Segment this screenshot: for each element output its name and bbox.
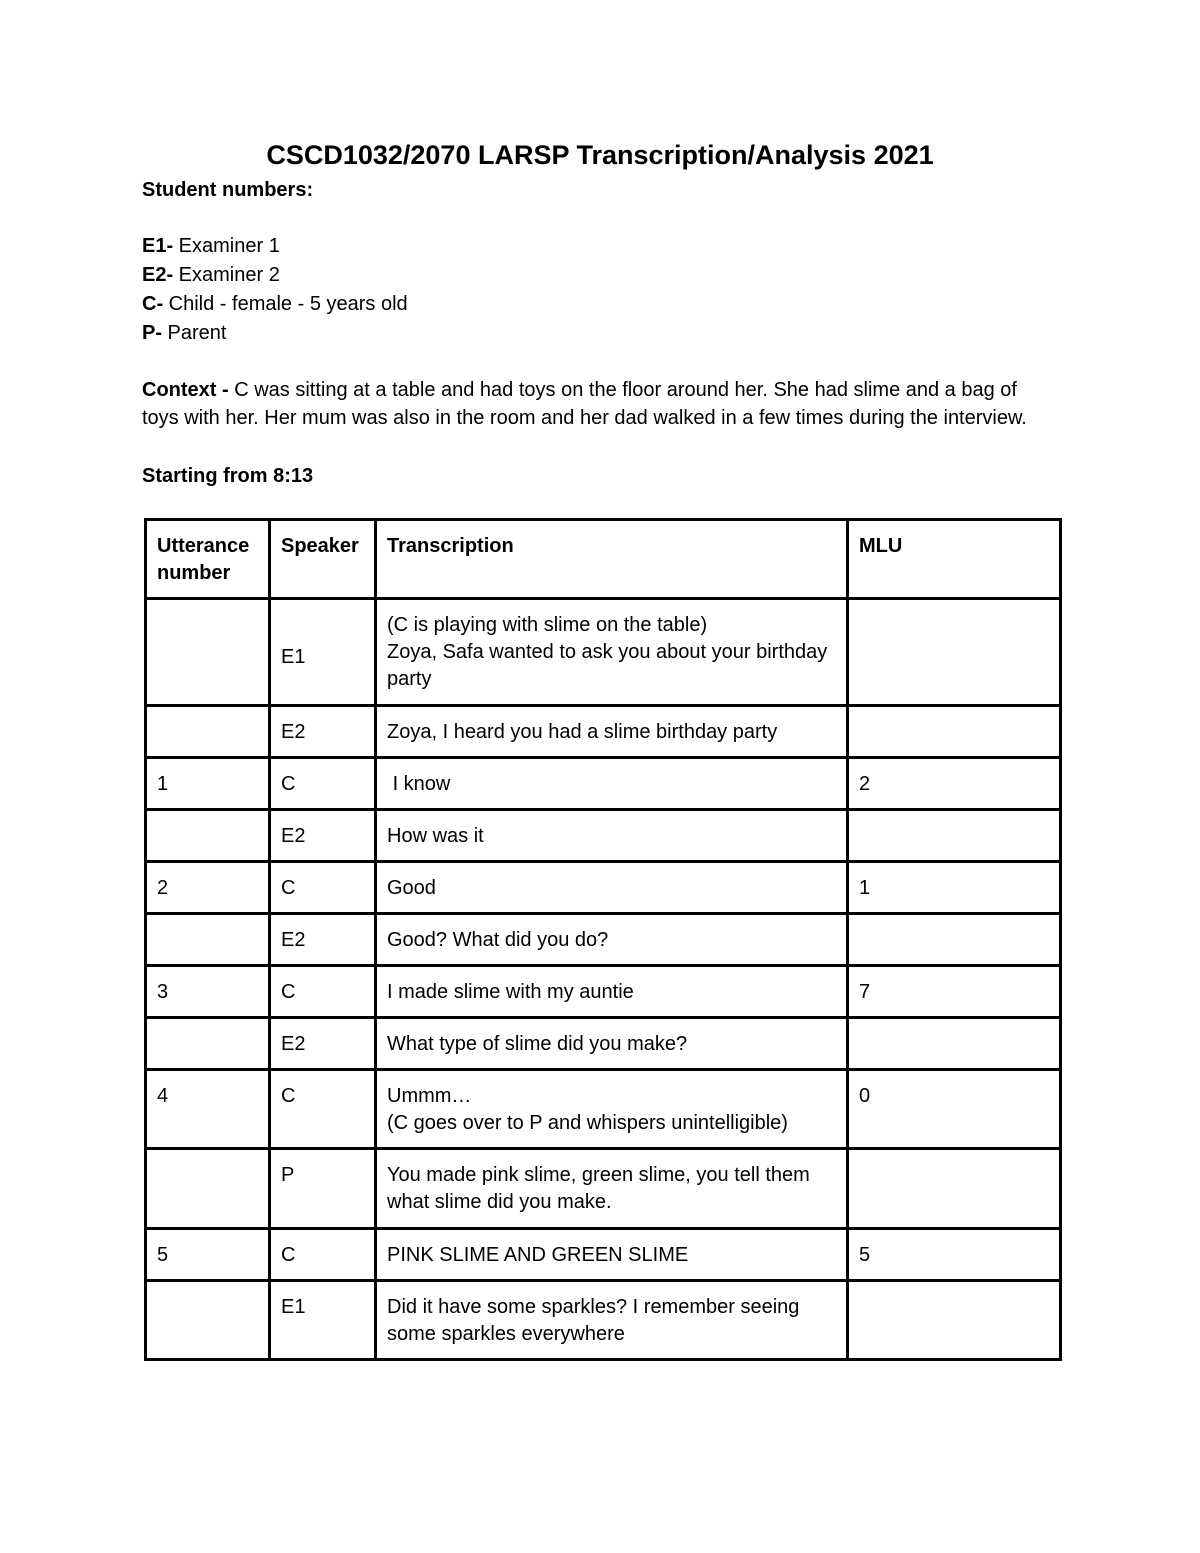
utterance-number-cell: 3 <box>146 966 270 1018</box>
mlu-cell <box>848 810 1061 862</box>
table-row <box>146 1229 1061 1281</box>
speaker-cell: E2 <box>270 914 376 966</box>
header-speaker: Speaker <box>270 520 376 599</box>
utterance-number-cell: 2 <box>146 862 270 914</box>
header-mlu: MLU <box>848 520 1061 599</box>
transcription-line: I know <box>387 773 451 795</box>
transcription-cell <box>376 1149 848 1229</box>
key-desc: Examiner 1 <box>173 235 280 257</box>
table-row <box>146 1070 1061 1149</box>
transcription-cell <box>376 1281 848 1360</box>
transcription-cell <box>376 758 848 810</box>
speaker-cell: E2 <box>270 1018 376 1070</box>
transcription-cell <box>376 862 848 914</box>
transcription-line: What type of slime did you make? <box>387 1033 688 1055</box>
mlu-cell <box>848 1018 1061 1070</box>
speaker-cell: C <box>270 966 376 1018</box>
table-body <box>146 599 1061 1360</box>
transcription-cell <box>376 1229 848 1281</box>
speaker-cell: P <box>270 1149 376 1229</box>
transcription-line: Zoya, I heard you had a slime birthday party <box>387 721 778 743</box>
speaker-cell: E1 <box>270 1281 376 1360</box>
transcription-line: Good? What did you do? <box>387 929 609 951</box>
mlu-cell <box>848 599 1061 706</box>
speaker-cell: E1 <box>270 599 376 706</box>
key-code: E2- <box>142 264 174 286</box>
speaker-cell: C <box>270 862 376 914</box>
starting-from: Starting from 8:13 <box>142 465 314 487</box>
speaker-cell: E2 <box>270 810 376 862</box>
key-desc: Parent <box>162 322 227 344</box>
utterance-number-cell: 1 <box>146 758 270 810</box>
utterance-number-cell <box>146 706 270 758</box>
transcription-cell <box>376 1018 848 1070</box>
key-item-e2 <box>142 261 280 289</box>
mlu-cell: 7 <box>848 966 1061 1018</box>
document-title: CSCD1032/2070 LARSP Transcription/Analysis 2021 <box>266 140 934 170</box>
transcription-cell <box>376 966 848 1018</box>
mlu-cell <box>848 1281 1061 1360</box>
transcription-line: Ummm… <box>387 1085 472 1107</box>
key-item-c <box>142 290 408 318</box>
transcription-cell <box>376 706 848 758</box>
table-row <box>146 966 1061 1018</box>
student-numbers-label: Student numbers: <box>142 179 314 201</box>
mlu-cell: 2 <box>848 758 1061 810</box>
table-row <box>146 810 1061 862</box>
table-row <box>146 862 1061 914</box>
transcription-line: (C goes over to P and whispers unintelligible) <box>387 1112 788 1134</box>
transcription-line: (C is playing with slime on the table) <box>387 614 708 636</box>
utterance-number-cell <box>146 1018 270 1070</box>
key-item-p <box>142 319 226 347</box>
table-row <box>146 1281 1061 1360</box>
utterance-number-cell <box>146 1149 270 1229</box>
mlu-cell: 0 <box>848 1070 1061 1149</box>
speaker-cell: E2 <box>270 706 376 758</box>
utterance-number-cell: 5 <box>146 1229 270 1281</box>
table-header-row <box>146 520 1061 599</box>
table-row <box>146 758 1061 810</box>
key-code: E1- <box>142 235 174 257</box>
context-paragraph <box>142 376 1052 432</box>
transcription-line: How was it <box>387 825 484 847</box>
utterance-number-cell <box>146 810 270 862</box>
key-code: P- <box>142 322 162 344</box>
transcription-line: Zoya, Safa wanted to ask you about your birthday party <box>387 641 833 690</box>
table-row <box>146 1149 1061 1229</box>
key-code: C- <box>142 293 164 315</box>
mlu-cell: 1 <box>848 862 1061 914</box>
header-transcription: Transcription <box>376 520 848 599</box>
mlu-cell <box>848 914 1061 966</box>
header-utterance-number: Utterance number <box>146 520 270 599</box>
transcription-cell <box>376 599 848 706</box>
mlu-cell <box>848 706 1061 758</box>
transcription-cell <box>376 914 848 966</box>
transcription-table <box>144 518 1062 1361</box>
speaker-cell: C <box>270 758 376 810</box>
transcription-line: Did it have some sparkles? I remember seeing some sparkles everywhere <box>387 1296 805 1345</box>
utterance-number-cell <box>146 914 270 966</box>
context-label: Context - <box>142 379 229 401</box>
transcription-line: I made slime with my auntie <box>387 981 634 1003</box>
speaker-cell: C <box>270 1070 376 1149</box>
transcription-line: Good <box>387 877 436 899</box>
table-row <box>146 706 1061 758</box>
table-row <box>146 1018 1061 1070</box>
key-desc: Child - female - 5 years old <box>163 293 408 315</box>
context-text: C was sitting at a table and had toys on the floor around her. She had slime and a bag of toys with her. Her mum was also in the room and her dad walked in a few times during the interview. <box>142 379 1027 429</box>
key-desc: Examiner 2 <box>173 264 280 286</box>
utterance-number-cell <box>146 1281 270 1360</box>
transcription-line: You made pink slime, green slime, you tell them what slime did you make. <box>387 1164 816 1213</box>
transcription-line: PINK SLIME AND GREEN SLIME <box>387 1244 689 1266</box>
mlu-cell <box>848 1149 1061 1229</box>
transcription-cell <box>376 1070 848 1149</box>
utterance-number-cell: 4 <box>146 1070 270 1149</box>
speaker-cell: C <box>270 1229 376 1281</box>
mlu-cell: 5 <box>848 1229 1061 1281</box>
table-row <box>146 914 1061 966</box>
transcription-cell <box>376 810 848 862</box>
utterance-number-cell <box>146 599 270 706</box>
key-item-e1 <box>142 232 280 260</box>
table-row <box>146 599 1061 706</box>
